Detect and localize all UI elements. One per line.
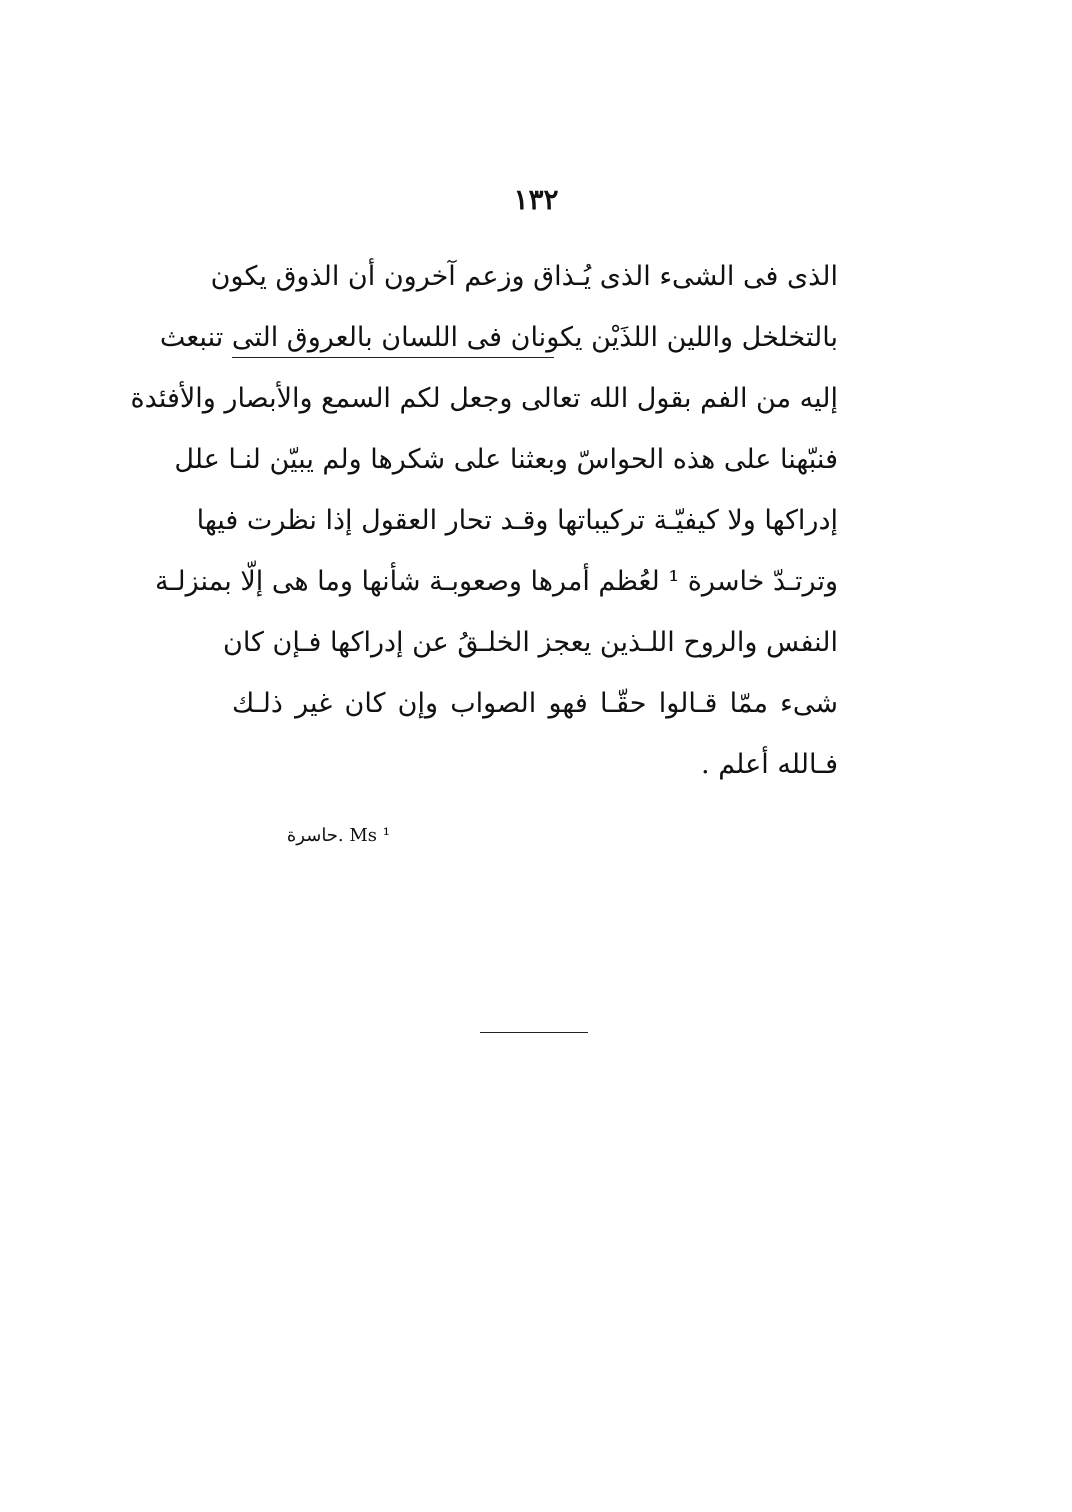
text-line-6: وترتـدّ خاسرة ¹ لعُظم أمرها وصعوبـة شأنها وما هى إلّا بمنزلـة [154,566,838,597]
end-rule [480,1032,588,1033]
footnote: ¹ Ms .حاسرة [286,825,390,846]
text-line-8: شىء ممّا قـالوا حقّـا فهو الصواب وإن كان غير ذلـك [232,688,838,719]
text-line-4: فنبّهنا على هذه الحواسّ وبعثنا على شكرها ولم يبيّن لنـا علل [174,444,838,475]
text-line-1: الذى فى الشىء الذى يُـذاق وزعم آخرون أن الذوق يكون [210,261,838,292]
body-text [130,246,838,795]
text-line-3: إليه من الفم بقول الله تعالى وجعل لكم السمع والأبصار والأفئدة [130,383,838,414]
margin-rule [232,357,554,358]
text-line-2: بالتخلخل واللين اللذَيْن يكونان فى اللسان بالعروق التى تنبعث [159,322,838,353]
text-line-7: النفس والروح اللـذين يعجز الخلـقُ عن إدراكها فـإن كان [223,627,838,658]
page-number: ١٣٢ [513,183,559,216]
text-line-9: فـالله أعلم . [701,749,838,780]
text-line-5: إدراكها ولا كيفيّـة تركيباتها وقـد تحار العقول إذا نظرت فيها [196,505,838,536]
